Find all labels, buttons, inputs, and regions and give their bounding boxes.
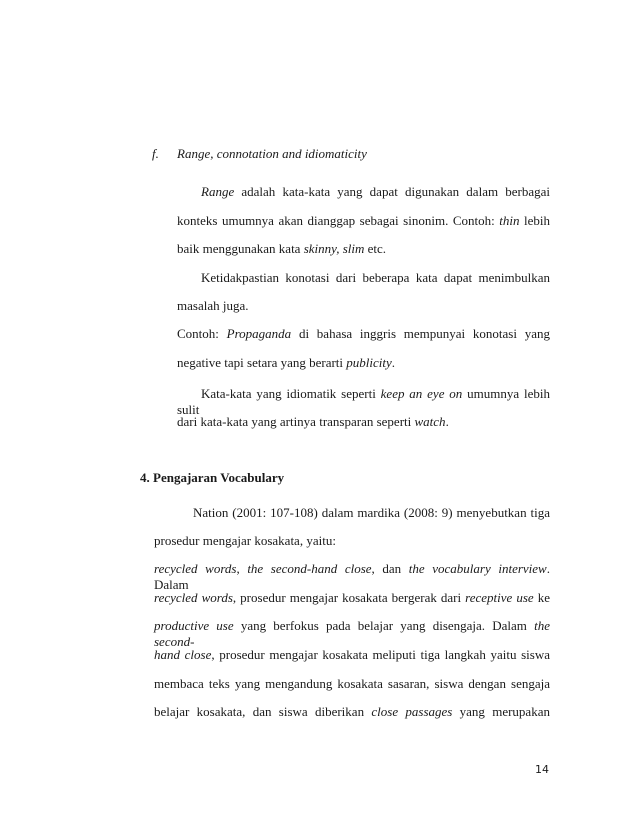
page-number: 14 (535, 763, 549, 776)
paragraph-line: dari kata-kata yang artinya transparan seperti watch. (177, 414, 449, 429)
paragraph-line: prosedur mengajar kosakata, yaitu: (154, 533, 336, 548)
paragraph-line: belajar kosakata, dan siswa diberikan close passages yang merupakan (154, 704, 550, 719)
paragraph-line: Range adalah kata-kata yang dapat digunakan dalam berbagai (201, 184, 550, 199)
paragraph-line: Ketidakpastian konotasi dari beberapa kata dapat menimbulkan (201, 270, 550, 285)
paragraph-line: masalah juga. (177, 298, 249, 313)
paragraph-line: Kata-kata yang idiomatik seperti keep an eye on umumnya lebih sulit (177, 386, 550, 417)
subsection-label: f. (152, 146, 159, 161)
paragraph-line: Contoh: Propaganda di bahasa inggris mempunyai konotasi yang (177, 326, 550, 341)
paragraph-line: productive use yang berfokus pada belajar yang disengaja. Dalam the second- (154, 618, 550, 649)
paragraph-line: membaca teks yang mengandung kosakata sasaran, siswa dengan sengaja (154, 676, 550, 691)
paragraph-line: negative tapi setara yang berarti publicity. (177, 355, 396, 370)
paragraph-line: hand close, prosedur mengajar kosakata meliputi tiga langkah yaitu siswa (154, 647, 551, 662)
section-heading: 4. Pengajaran Vocabulary (140, 470, 285, 485)
paragraph-line: konteks umumnya akan dianggap sebagai sinonim. Contoh: thin lebih (177, 213, 550, 228)
paragraph-line: recycled words, the second-hand close, dan the vocabulary interview. Dalam (154, 561, 550, 592)
paragraph-line: Nation (2001: 107-108) dalam mardika (2008: 9) menyebutkan tiga (193, 505, 550, 520)
paragraph-line: baik menggunakan kata skinny, slim etc. (177, 241, 387, 256)
subsection-title: Range, connotation and idiomaticity (177, 146, 367, 161)
paragraph-line: recycled words, prosedur mengajar kosakata bergerak dari receptive use ke (154, 590, 550, 605)
